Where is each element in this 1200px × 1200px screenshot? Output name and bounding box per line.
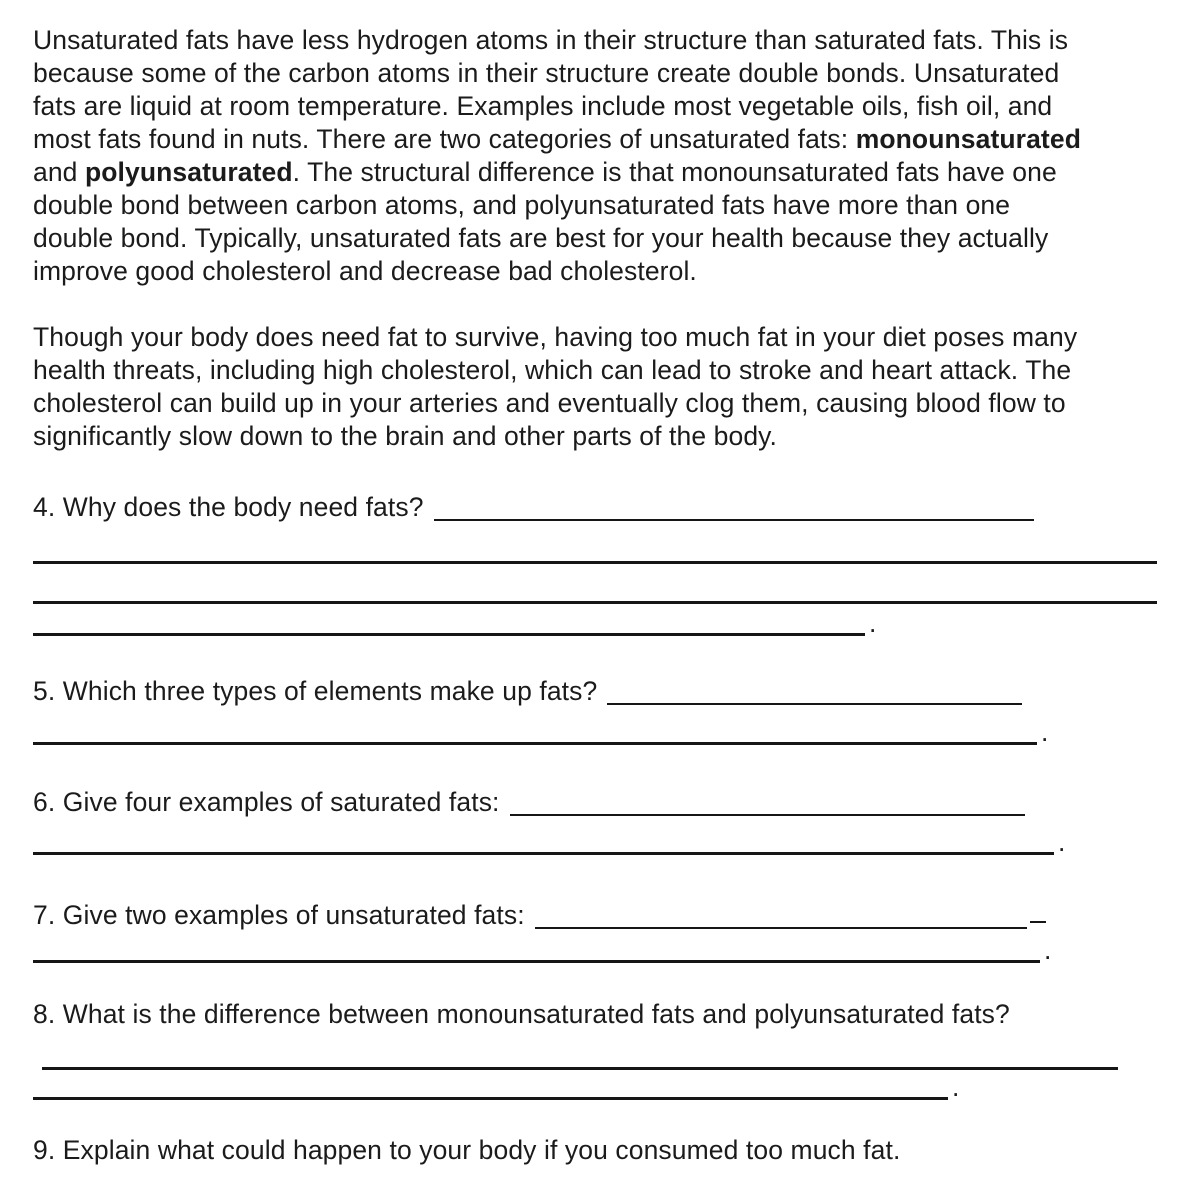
question-4-label: 4. Why does the body need fats? (33, 492, 424, 522)
question-9-label: 9. Explain what could happen to your body if you consumed too much fat. (33, 1135, 901, 1165)
question-4-answer-blank (434, 515, 1034, 521)
question-7 (33, 899, 1046, 932)
paragraph-line: Unsaturated fats have less hydrogen atoms in their structure than saturated fats. This is (33, 25, 1069, 55)
question-7-label: 7. Give two examples of unsaturated fats: (33, 900, 525, 930)
paragraph-line: double bond. Typically, unsaturated fats are best for your health because they actually (33, 223, 1049, 253)
paragraph-line: improve good cholesterol and decrease bad cholesterol. (33, 256, 697, 286)
question-4-answer-line (33, 533, 1157, 564)
question-8 (33, 998, 1010, 1031)
paragraph-line: Though your body does need fat to survive, having too much fat in your diet poses many (33, 322, 1078, 352)
paragraph-line: significantly slow down to the brain and other parts of the body. (33, 421, 778, 451)
question-8-answer-line (42, 1039, 1118, 1070)
question-5-answer-line (33, 714, 1049, 747)
question-4 (33, 491, 1034, 524)
paragraph-line: fats are liquid at room temperature. Examples include most vegetable oils, fish oil, and (33, 91, 1053, 121)
paragraph-unsaturated-fats (33, 24, 1081, 288)
bold-term-monounsaturated: monounsaturated (855, 124, 1081, 154)
trailing-period: . (952, 1072, 960, 1102)
paragraph-text: most fats found in nuts. There are two categories of unsaturated fats: (33, 124, 856, 154)
paragraph-too-much-fat (33, 321, 1077, 453)
question-6 (33, 786, 1025, 819)
trailing-period: . (1058, 827, 1066, 857)
question-7-answer-line (33, 932, 1052, 965)
question-5 (33, 675, 1022, 708)
question-8-label: 8. What is the difference between monounsaturated fats and polyunsaturated fats? (33, 999, 1010, 1029)
trailing-period: . (1041, 717, 1049, 747)
question-6-label: 6. Give four examples of saturated fats: (33, 787, 500, 817)
question-5-answer-blank (607, 699, 1022, 705)
paragraph-line: because some of the carbon atoms in their structure create double bonds. Unsaturated (33, 58, 1060, 88)
question-6-answer-line (33, 824, 1066, 857)
paragraph-line (33, 156, 1081, 189)
paragraph-line: double bond between carbon atoms, and polyunsaturated fats have more than one (33, 190, 1011, 220)
paragraph-line (33, 123, 1081, 156)
question-4-answer-line (33, 573, 1157, 604)
trailing-period: . (869, 608, 877, 638)
question-4-answer-line (33, 605, 877, 638)
question-5-label: 5. Which three types of elements make up fats? (33, 676, 598, 706)
question-8-answer-line (33, 1069, 960, 1102)
question-7-answer-blank (535, 923, 1027, 929)
question-6-answer-blank (510, 810, 1025, 816)
question-9 (33, 1134, 900, 1167)
bold-term-polyunsaturated: polyunsaturated (84, 157, 293, 187)
paragraph-text: . The structural difference is that monounsaturated fats have one (292, 157, 1057, 187)
question-7-answer-blank-tail (1030, 917, 1046, 923)
paragraph-line: health threats, including high cholesterol, which can lead to stroke and heart attack. The (33, 355, 1072, 385)
paragraph-text: and (33, 157, 85, 187)
trailing-period: . (1044, 935, 1052, 965)
paragraph-line: cholesterol can build up in your arteries and eventually clog them, causing blood flow to (33, 388, 1066, 418)
